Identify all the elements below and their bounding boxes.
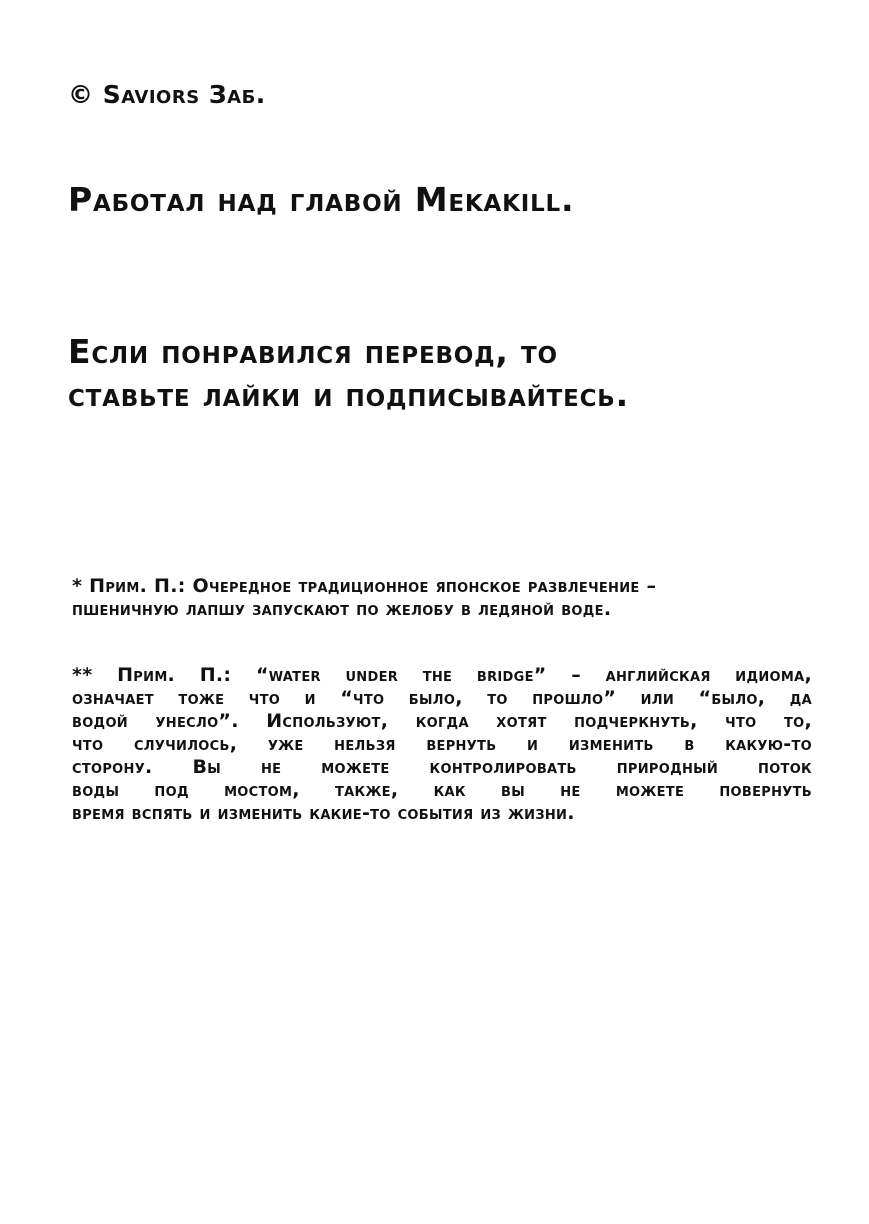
note-line: воды под мостом, также, как вы не можете повернуть: [72, 779, 812, 801]
note-line: сторону. Вы не можете контролировать природный поток: [72, 756, 812, 778]
note-line: время вспять и изменить какие-то события из жизни.: [72, 802, 575, 824]
appeal-heading: [68, 330, 629, 416]
note-line: водой унесло”. Используют, когда хотят подчеркнуть, что то,: [72, 710, 812, 732]
appeal-line: Если понравился перевод, то: [68, 332, 558, 371]
note-line: означает тоже что и “что было, то прошло” или “было, да: [72, 687, 812, 709]
note-line: * Прим. П.: Очередное традиционное японское развлечение –: [72, 575, 657, 597]
credit-line: © Saviors Заб.: [68, 80, 266, 109]
note-line: ** Прим. П.: “water under the bridge” – английская идиома,: [72, 664, 812, 686]
note-line: что случилось, уже нельзя вернуть и изменить в какую-то: [72, 733, 812, 755]
translator-note-1: [72, 575, 812, 621]
translator-note-2: [72, 664, 812, 825]
worked-on-heading: Работал над главой Mekakill.: [68, 180, 575, 219]
appeal-line: ставьте лайки и подписывайтесь.: [68, 375, 629, 414]
note-line: пшеничную лапшу запускают по желобу в ледяной воде.: [72, 598, 612, 620]
